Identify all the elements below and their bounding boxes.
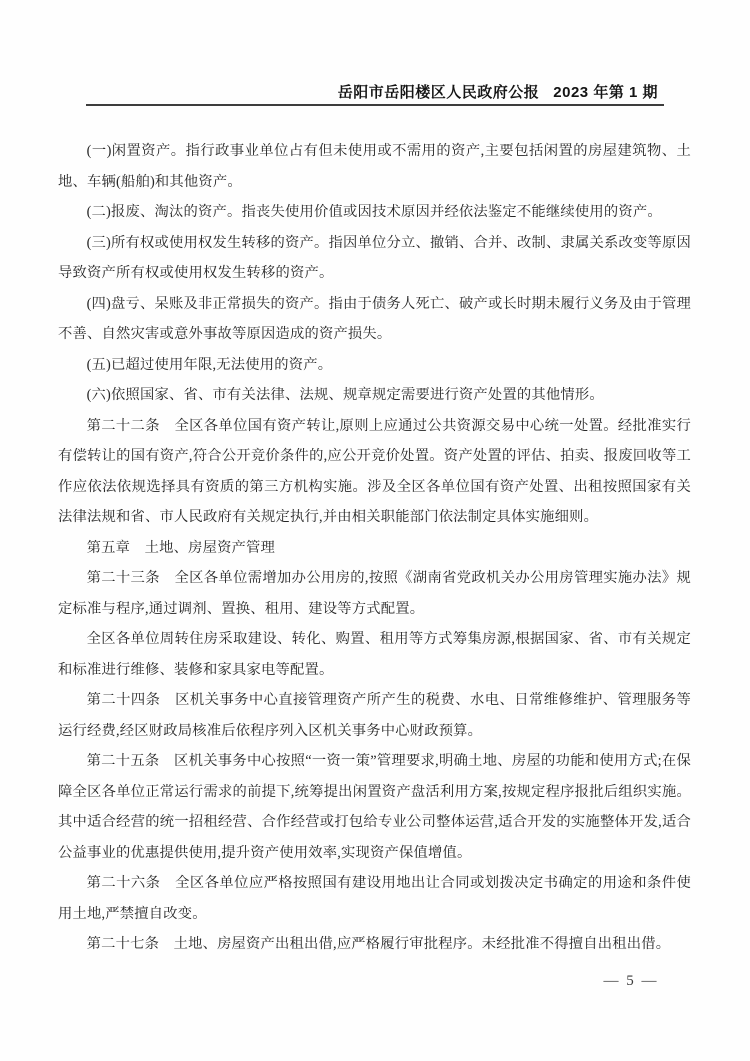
header-rule <box>86 104 664 106</box>
article-24: 第二十四条 区机关事务中心直接管理资产所产生的税费、水电、日常维修维护、管理服务等运行经费,经区财政局核准后依程序列入区机关事务中心财政预算。 <box>58 692 691 739</box>
list-item-5: (五)已超过使用年限,无法使用的资产。 <box>86 356 333 373</box>
list-item-3: (三)所有权或使用权发生转移的资产。指因单位分立、撤销、合并、改制、隶属关系改变等原因导致资产所有权或使用权发生转移的资产。 <box>58 234 691 281</box>
article-26: 第二十六条 全区各单位应严格按照国有建设用地出让合同或划拨决定书确定的用途和条件使用土地,严禁擅自改变。 <box>58 875 691 922</box>
article-23-paragraph-2: 全区各单位周转住房采取建设、转化、购置、租用等方式筹集房源,根据国家、省、市有关规定和标准进行维修、装修和家具家电等配置。 <box>58 631 691 678</box>
page-number: — 5 — <box>603 973 659 989</box>
chapter-heading: 第五章 土地、房屋资产管理 <box>86 539 276 556</box>
document-body <box>58 136 691 960</box>
list-item-6: (六)依照国家、省、市有关法律、法规、规章规定需要进行资产处置的其他情形。 <box>86 387 604 403</box>
list-item-4: (四)盘亏、呆账及非正常损失的资产。指由于债务人死亡、破产或长时期未履行义务及由于管理不善、自然灾害或意外事故等原因造成的资产损失。 <box>58 295 691 342</box>
article-23: 第二十三条 全区各单位需增加办公用房的,按照《湖南省党政机关办公用房管理实施办法》规定标准与程序,通过调剂、置换、租用、建设等方式配置。 <box>58 570 691 617</box>
issue-label: 2023 年第 1 期 <box>553 84 658 101</box>
gazette-title: 岳阳市岳阳楼区人民政府公报 <box>337 84 540 101</box>
article-25: 第二十五条 区机关事务中心按照“一资一策”管理要求,明确土地、房屋的功能和使用方式;在保障全区各单位正常运行需求的前提下,统筹提出闲置资产盘活利用方案,按规定程序报批后组织实施。其中适合经营的统一招租经营、合作经营或打包给专业公司整体运营,适合开发的实施整体开发,适合公益事业的优惠提供使用,提升资产使用效率,实现资产保值增值。 <box>58 753 691 861</box>
list-item-1: (一)闲置资产。指行政事业单位占有但未使用或不需用的资产,主要包括闲置的房屋建筑物、土地、车辆(船舶)和其他资产。 <box>58 143 691 190</box>
list-item-2: (二)报废、淘汰的资产。指丧失使用价值或因技术原因并经依法鉴定不能继续使用的资产。 <box>86 204 662 220</box>
page-header <box>86 81 664 102</box>
article-27: 第二十七条 土地、房屋资产出租出借,应严格履行审批程序。未经批准不得擅自出租出借。 <box>86 936 671 952</box>
article-22: 第二十二条 全区各单位国有资产转让,原则上应通过公共资源交易中心统一处置。经批准实行有偿转让的国有资产,符合公开竞价条件的,应公开竞价处置。资产处置的评估、拍卖、报废回收等工作应依法依规选择具有资质的第三方机构实施。涉及全区各单位国有资产处置、出租按照国家有关法律法规和省、市人民政府有关规定执行,并由相关职能部门依法制定具体实施细则。 <box>58 417 691 525</box>
